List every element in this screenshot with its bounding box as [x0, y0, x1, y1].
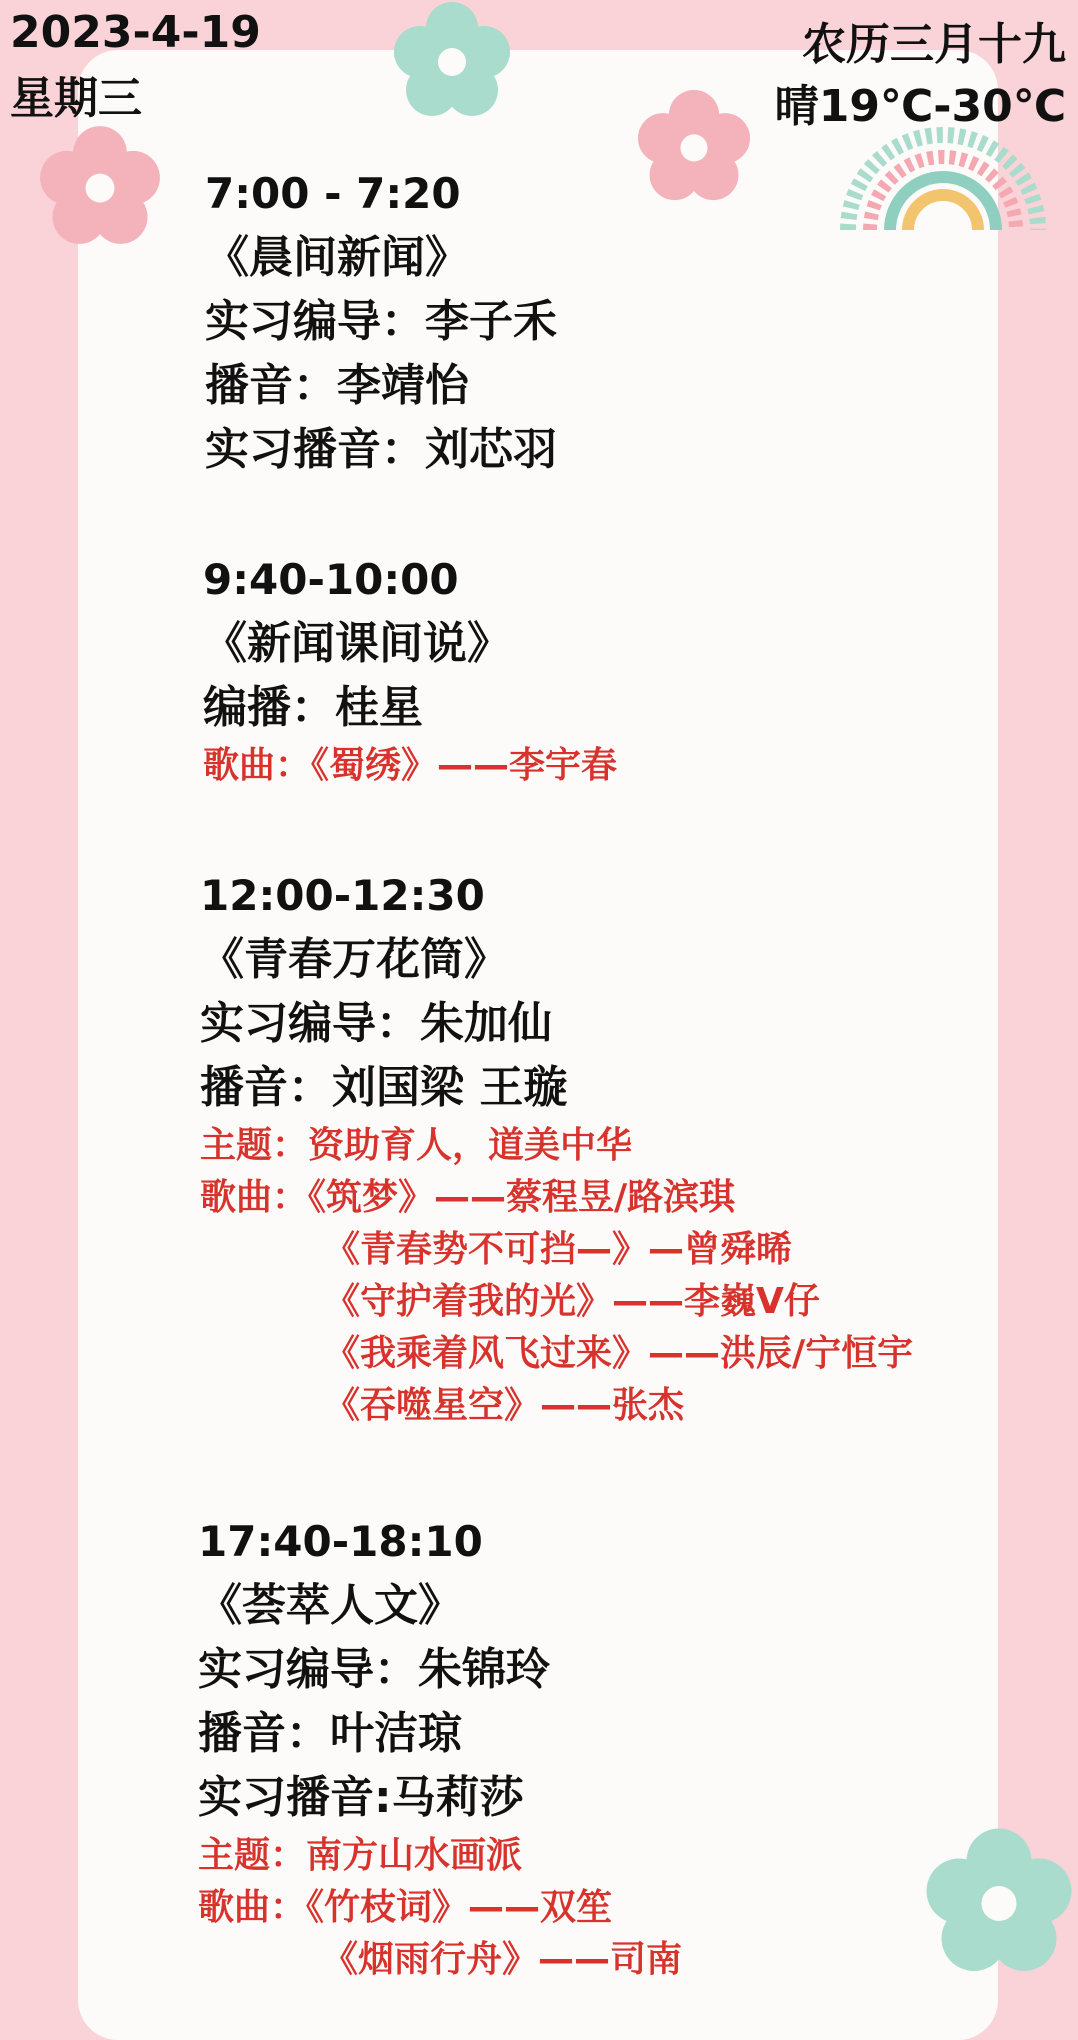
pink-flower-icon: [38, 124, 162, 248]
weather-text: 晴19℃-30℃: [774, 81, 1066, 132]
program-title: 《晨间新闻》: [205, 232, 469, 283]
program-block: [203, 548, 617, 792]
program-title: 《新闻课间说》: [203, 618, 511, 669]
lunar-header: [775, 14, 1066, 138]
program-credit: 播音：刘国梁 王璇: [200, 1062, 568, 1113]
song-line: 《青春势不可挡—》—曾舜晞: [324, 1229, 793, 1270]
program-title: 《青春万花筒》: [200, 934, 508, 985]
program-title: 《荟萃人文》: [198, 1580, 462, 1631]
date-text: 2023-4-19: [10, 7, 261, 58]
song-line: 《吞噬星空》——张杰: [324, 1385, 685, 1426]
song-line: 歌曲：《蜀绣》——李宇春: [203, 745, 618, 786]
song-line: 《烟雨行舟》——司南: [322, 1939, 683, 1980]
program-credit: 实习播音：刘芯羽: [205, 424, 557, 475]
song-line: 歌曲：《筑梦》——蔡程昱/路滨琪: [200, 1177, 736, 1218]
program-time: 7:00 - 7:20: [205, 169, 461, 218]
program-credit: 播音：叶洁琼: [198, 1708, 462, 1759]
program-time: 12:00-12:30: [200, 871, 485, 920]
program-credit: 实习编导：李子禾: [205, 296, 557, 347]
theme-line: 主题：南方山水画派: [198, 1835, 523, 1876]
mint-flower-icon: [392, 0, 512, 120]
program-block: [198, 1510, 682, 1986]
program-block: [205, 162, 557, 482]
song-line: 《守护着我的光》——李巍V仔: [324, 1281, 820, 1322]
lunar-date-text: 农历三月十九: [802, 19, 1066, 70]
program-credit: 播音：李靖怡: [205, 360, 469, 411]
theme-line: 主题：资助育人，道美中华: [200, 1125, 633, 1166]
program-block: [200, 864, 913, 1432]
program-credit: 实习编导：朱锦玲: [198, 1644, 550, 1695]
program-time: 9:40-10:00: [203, 555, 459, 604]
program-time: 17:40-18:10: [198, 1517, 483, 1566]
program-credit: 实习编导：朱加仙: [200, 998, 552, 1049]
weekday-text: 星期三: [10, 73, 142, 124]
mint-flower-icon: [924, 1826, 1074, 1976]
pink-flower-icon: [636, 88, 752, 204]
song-line: 《我乘着风飞过来》——洪辰/宁恒宇: [324, 1333, 914, 1374]
program-credit: 编播：桂星: [203, 682, 423, 733]
program-credit: 实习播音:马莉莎: [198, 1772, 524, 1823]
date-header: [10, 0, 261, 132]
song-line: 歌曲：《竹枝词》——双笙: [198, 1887, 613, 1928]
